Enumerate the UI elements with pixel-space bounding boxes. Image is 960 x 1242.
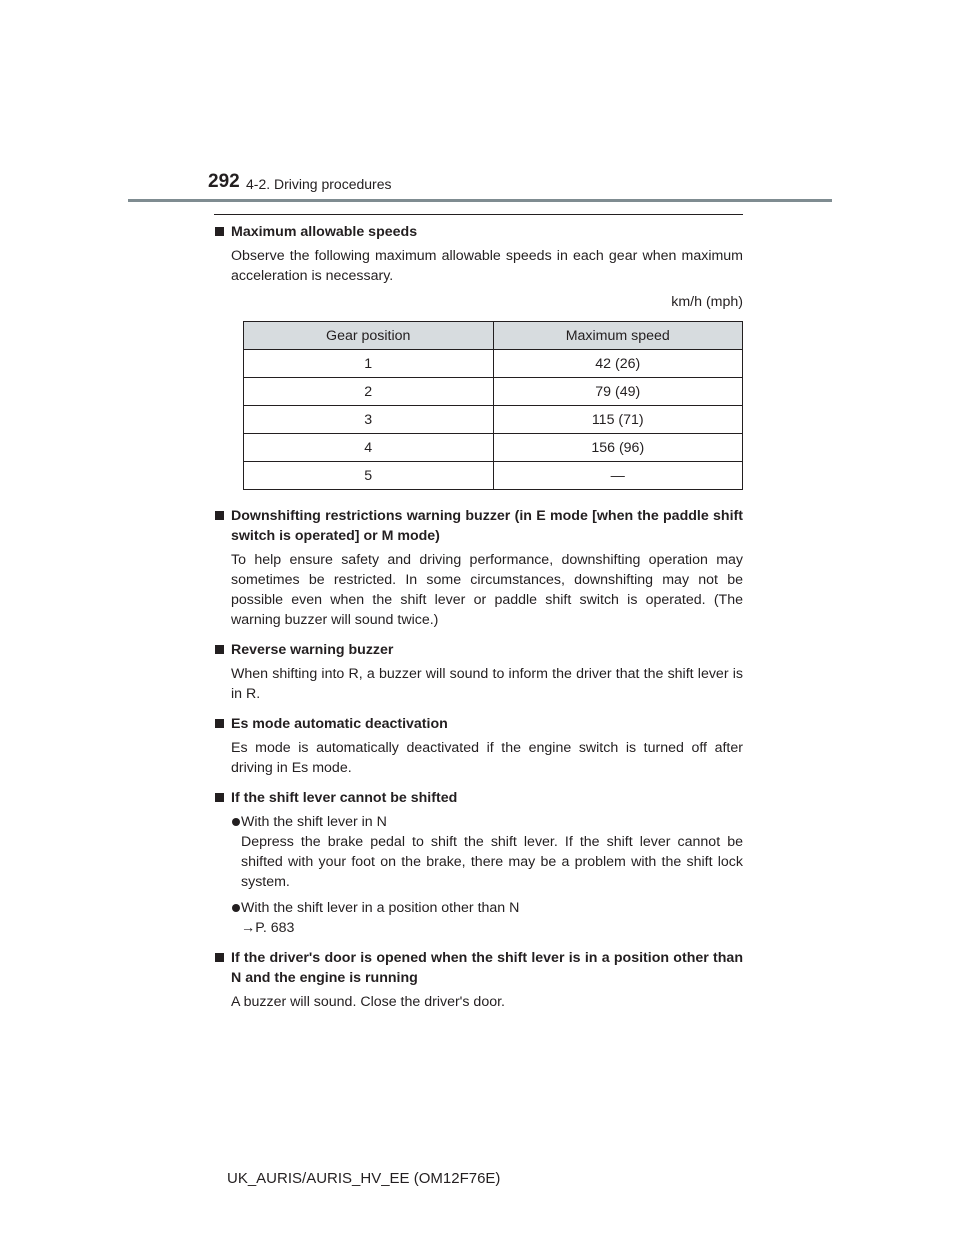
max-speeds-heading	[214, 222, 743, 242]
es-mode-heading	[214, 714, 743, 734]
downshift-heading	[214, 506, 743, 546]
page-content	[214, 222, 743, 1022]
table-cell-speed: 42 (26)	[493, 350, 743, 378]
door-section	[214, 948, 743, 1012]
table-row	[244, 406, 743, 434]
downshift-heading-text: Downshifting restrictions warning buzzer (in E mode [when the paddle shift switch is operated] or M mode)	[231, 508, 743, 544]
door-heading	[214, 948, 743, 988]
table-cell-gear: 1	[244, 350, 494, 378]
square-bullet-icon	[215, 511, 224, 520]
downshift-section	[214, 506, 743, 630]
table-header-gear: Gear position	[244, 322, 494, 350]
page-number: 292	[208, 171, 240, 192]
table-cell-speed: 79 (49)	[493, 378, 743, 406]
table-row	[244, 462, 743, 490]
es-mode-section	[214, 714, 743, 778]
table-header-row	[244, 322, 743, 350]
content-rule	[214, 214, 743, 215]
table-row	[244, 350, 743, 378]
table-cell-gear: 4	[244, 434, 494, 462]
table-row	[244, 378, 743, 406]
square-bullet-icon	[215, 227, 224, 236]
table-cell-speed: 156 (96)	[493, 434, 743, 462]
square-bullet-icon	[215, 793, 224, 802]
footer-code: UK_AURIS/AURIS_HV_EE (OM12F76E)	[227, 1170, 501, 1187]
round-bullet-icon	[232, 818, 240, 826]
max-speeds-section	[214, 222, 743, 490]
max-speed-table	[243, 321, 743, 490]
shift-lever-section	[214, 788, 743, 938]
table-cell-gear: 5	[244, 462, 494, 490]
list-item	[214, 812, 743, 892]
table-cell-gear: 3	[244, 406, 494, 434]
es-mode-body: Es mode is automatically deactivated if the engine switch is turned off after driving in Es mode.	[231, 740, 743, 776]
reverse-buzzer-heading	[214, 640, 743, 660]
list-item-title: With the shift lever in N	[241, 814, 387, 830]
table-cell-gear: 2	[244, 378, 494, 406]
section-title: 4-2. Driving procedures	[246, 176, 392, 192]
square-bullet-icon	[215, 953, 224, 962]
shift-lever-heading-text: If the shift lever cannot be shifted	[231, 790, 458, 806]
round-bullet-icon	[232, 904, 240, 912]
table-cell-speed: —	[493, 462, 743, 490]
reverse-buzzer-body: When shifting into R, a buzzer will sound to inform the driver that the shift lever is in R.	[231, 666, 743, 702]
downshift-body: To help ensure safety and driving performance, downshifting operation may sometimes be restricted. In some circumstances, downshifting may not be possible even when the shift lever or paddle shift switch is operated. (The warning buzzer will sound twice.)	[231, 552, 743, 628]
es-mode-heading-text: Es mode automatic deactivation	[231, 716, 448, 732]
table-cell-speed: 115 (71)	[493, 406, 743, 434]
table-header-speed: Maximum speed	[493, 322, 743, 350]
table-row	[244, 434, 743, 462]
door-body: A buzzer will sound. Close the driver's door.	[231, 994, 505, 1010]
max-speeds-body: Observe the following maximum allowable speeds in each gear when maximum acceleration is necessary.	[231, 248, 743, 284]
reverse-buzzer-section	[214, 640, 743, 704]
list-item-title: With the shift lever in a position other than N	[241, 900, 520, 916]
shift-lever-heading	[214, 788, 743, 808]
list-item-body: Depress the brake pedal to shift the shift lever. If the shift lever cannot be shifted with your foot on the brake, there may be a problem with the shift lock system.	[241, 834, 743, 890]
page-reference-link[interactable]: →P. 683	[241, 920, 295, 936]
speed-unit: km/h (mph)	[671, 294, 743, 310]
square-bullet-icon	[215, 645, 224, 654]
door-heading-text: If the driver's door is opened when the shift lever is in a position other than N and the engine is running	[231, 950, 743, 986]
square-bullet-icon	[215, 719, 224, 728]
header-rule	[128, 199, 832, 202]
list-item	[214, 898, 743, 938]
max-speeds-heading-text: Maximum allowable speeds	[231, 224, 418, 240]
reverse-buzzer-heading-text: Reverse warning buzzer	[231, 642, 394, 658]
